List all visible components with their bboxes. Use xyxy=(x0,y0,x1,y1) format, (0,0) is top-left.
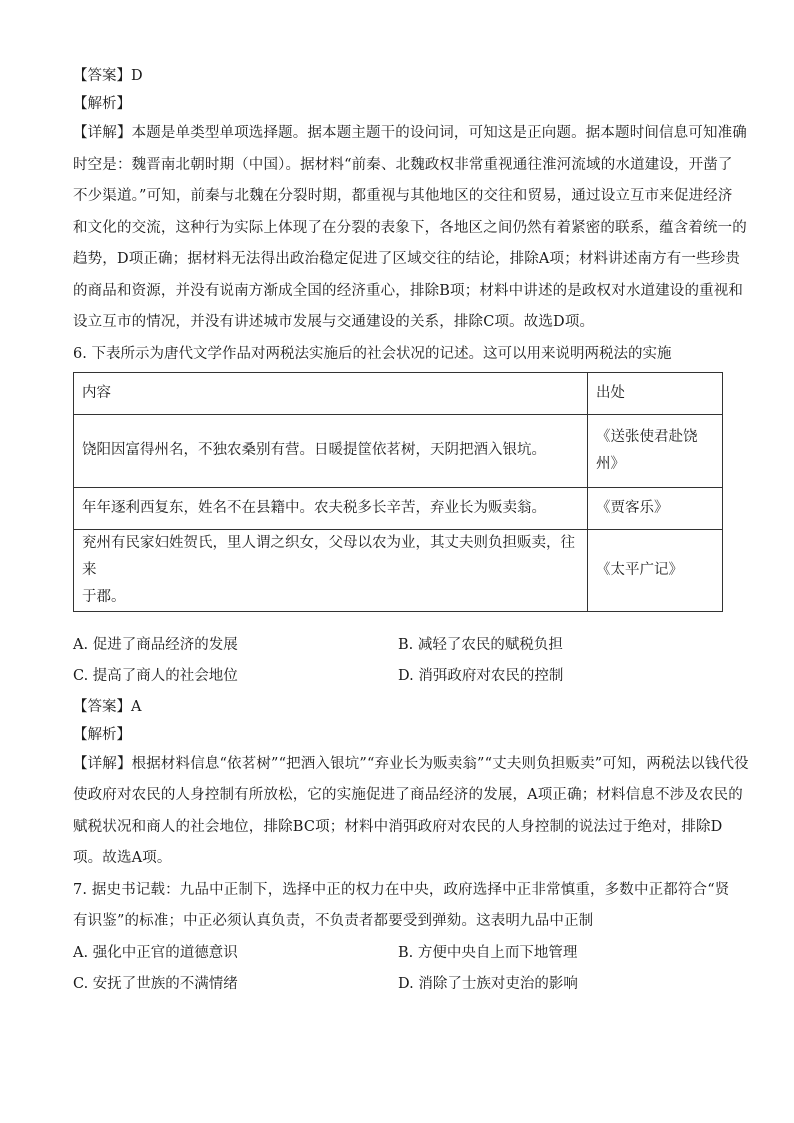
table-cell-content: 饶阳因富得州名，不独农桑别有营。日暖提筐依茗树，天阴把酒入银坑。 xyxy=(74,414,588,487)
option-d: D. 消除了士族对吏治的影响 xyxy=(398,976,578,992)
option-c: C. 提高了商人的社会地位 xyxy=(73,668,238,684)
detail-line: 和文化的交流，这种行为实际上体现了在分裂的表象下，各地区之间仍然有着紧密的联系，蕴含着统一的 xyxy=(73,219,747,236)
stem-line: 有识鉴”的标准；中正必须认真负责，不负责者都要受到弹劾。这表明九品中正制 xyxy=(73,913,594,929)
table-cell-content: 兖州有民家妇姓贺氏，里人谓之织女，父母以农为业，其丈夫则负担贩卖，往来 于郡。 xyxy=(74,529,588,611)
detail-line: 赋税状况和商人的社会地位，排除BC项；材料中消弭政府对农民的人身控制的说法过于绝对，排除D xyxy=(73,818,723,835)
question-6-stem: 6. 下表所示为唐代文学作品对两税法实施后的社会状况的记述。这可以用来说明两税法的实施 xyxy=(73,345,672,362)
option-b: B. 减轻了农民的赋税负担 xyxy=(398,636,563,653)
option-a: A. 促进了商品经济的发展 xyxy=(73,636,238,653)
detail-line: 趋势，D项正确；据材料无法得出政治稳定促进了区域交往的结论，排除A项；材料讲述南方有一些珍贵 xyxy=(73,251,740,267)
detail-line: 项。故选A项。 xyxy=(73,850,172,866)
detail-paragraph xyxy=(73,118,747,339)
table-row xyxy=(74,529,723,611)
detail-line: 设立互市的情况，并没有讲述城市发展与交通建设的关系，排除C项。故选D项。 xyxy=(73,314,595,330)
stem-line: 7. 据史书记载：九品中正制下，选择中正的权力在中央，政府选择中正非常慎重，多数中正都符合“贤 xyxy=(73,881,730,898)
question-6-options xyxy=(73,630,723,693)
table-row xyxy=(74,414,723,487)
table-cell-source: 《送张使君赴饶 州》 xyxy=(588,414,723,487)
detail-line: 使政府对农民的人身控制有所放松，它的实施促进了商品经济的发展，A项正确；材料信息不涉及农民的 xyxy=(73,787,743,803)
detail-line: 【详解】本题是单类型单项选择题。据本题主题干的设问词，可知这是正向题。据本题时间信息可知准确 xyxy=(73,125,747,141)
table-header-row xyxy=(74,372,723,414)
answer-label: 【答案】D xyxy=(73,68,143,84)
analysis-label: 【解析】 xyxy=(73,96,131,112)
option-a: A. 强化中正官的道德意识 xyxy=(73,944,238,961)
detail-line: 的商品和资源，并没有说南方渐成全国的经济重心，排除B项；材料中讲述的是政权对水道建设的重视和 xyxy=(73,282,744,299)
option-c: C. 安抚了世族的不满情绪 xyxy=(73,976,238,992)
table-header-content: 内容 xyxy=(74,372,588,414)
table-row xyxy=(74,487,723,529)
option-b: B. 方便中央自上而下地管理 xyxy=(398,944,578,961)
analysis-label: 【解析】 xyxy=(73,726,131,743)
detail-line: 不少渠道。”可知，前秦与北魏在分裂时期，都重视与其他地区的交往和贸易，通过设立互市来促进经济 xyxy=(73,188,733,204)
detail-line: 时空是：魏晋南北朝时期（中国）。据材料“前秦、北魏政权非常重视通往淮河流域的水道建设，开凿了 xyxy=(73,156,733,173)
table-cell-source: 《贾客乐》 xyxy=(588,487,723,529)
source-table xyxy=(73,372,723,612)
answer-label: 【答案】A xyxy=(73,698,142,715)
detail-line: 【详解】根据材料信息“依茗树”“把酒入银坑”“弃业长为贩卖翁”“丈夫则负担贩卖”可知，两税法以钱代役 xyxy=(73,755,749,772)
option-d: D. 消弭政府对农民的控制 xyxy=(398,668,564,684)
question-7-options xyxy=(73,938,723,1001)
detail-paragraph xyxy=(73,749,749,875)
document-page xyxy=(73,62,749,1001)
question-7-stem xyxy=(73,875,730,938)
table-cell-content: 年年逐利西复东，姓名不在县籍中。农夫税多长辛苦，弃业长为贩卖翁。 xyxy=(74,487,588,529)
table-cell-source: 《太平广记》 xyxy=(588,529,723,611)
table-header-source: 出处 xyxy=(588,372,723,414)
